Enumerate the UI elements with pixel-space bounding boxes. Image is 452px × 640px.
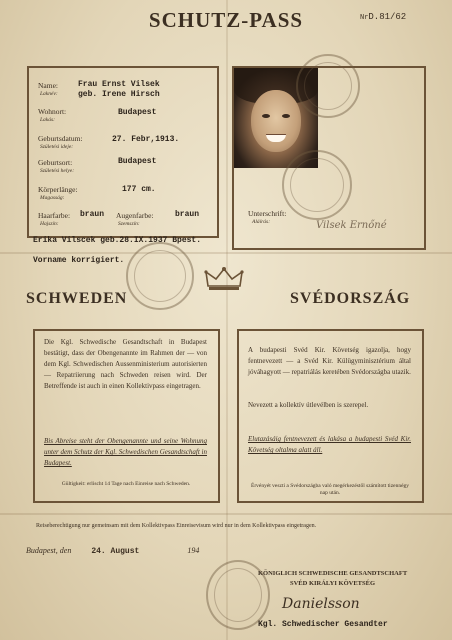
photo-eye [262,114,270,118]
haarfarbe-sublabel: Hajszín: [40,221,59,227]
geburtsdatum-sublabel: Születési ideje: [40,144,74,150]
unterschrift-sublabel: Aláírás: [252,219,271,225]
maiden-name-value: geb. Irene Hirsch [78,90,160,99]
geburtsort-sublabel: Születési helye: [40,168,75,174]
geburtsdatum-label: Geburtsdatum: [38,134,83,143]
embossed-seal [126,242,194,310]
name-label: Name: [38,81,58,90]
hungarian-validity-note: Érvényét veszti a Svédországba való megérkezéstől számított tizennégy nap után. [250,483,410,496]
minister-signature: Danielsson [282,596,360,612]
augenfarbe-value: braun [175,210,200,219]
document-title: SCHUTZ-PASS [148,8,304,32]
geburtsort-value: Budapest [118,157,157,166]
child-entry: Erika Vilscek geb.28.IX.1937 Bpest. [33,236,202,245]
german-paragraph-1: Die Kgl. Schwedische Gesandtschaft in Budapest bestätigt, dass der Obengenannte im Rahmen der — von dem Kgl. Schwedischen Aussenministerium autorisierten — Repatriierung nach Schweden reisen wird. Der Betreffende ist auch in einen Kollektivpass eingetragen. [44,338,207,390]
wohnort-label: Wohnort: [38,107,67,116]
photo-face [251,90,301,152]
haarfarbe-label: Haarfarbe: [38,211,71,220]
crown-icon [204,266,244,292]
wohnort-value: Budapest [118,108,157,117]
hungarian-paragraph-1: A budapesti Svéd Kir. Követség igazolja, hogy fentnevezett — a Svéd Kir. Külügyminisztérium által jóváhagyott — repatriálás keretében Svédországba utazik. [248,346,411,376]
hungarian-paragraph-2: Nevezett a kollektív útlevélben is szerepel. [248,401,369,409]
augenfarbe-sublabel: Szemszín: [118,221,140,227]
legation-name-german: KÖNIGLICH SCHWEDISCHE GESANDTSCHAFT [258,570,408,577]
augenfarbe-label: Augenfarbe: [116,211,154,220]
german-validity-note: Gültigkeit: erlischt 14 Tage nach Einreise nach Schweden. [61,481,191,487]
koerperlaenge-label: Körperlänge: [38,185,78,194]
first-name-corrected-note: Vorname korrigiert. [33,256,125,265]
sweden-heading-hungarian: SVÉDORSZÁG [290,290,411,307]
wohnort-sublabel: Lakás: [40,117,55,123]
name-sublabel: Laknév: [40,91,58,97]
legation-name-hungarian: SVÉD KIRÁLYI KÖVETSÉG [290,580,376,587]
travel-note: Reiseberechtigung nur gemeinsam mit dem Kollektivpass Einreisevisum wird nur in dem Kollektivpass eingetragen. [36,523,317,529]
koerperlaenge-value: 177 cm. [122,185,156,194]
german-paragraph-2: Bis Abreise steht der Obengenannte und seine Wohnung unter dem Schutz der Kgl. Schwedischen Gesandtschaft in Budapest. [44,437,207,467]
holder-signature: Vilsek Ernőné [316,220,387,231]
embossed-seal [296,54,360,118]
geburtsdatum-value: 27. Febr,1913. [112,135,180,144]
haarfarbe-value: braun [80,210,105,219]
photo-eye [282,114,290,118]
geburtsort-label: Geburtsort: [38,158,73,167]
fold-line [226,0,228,640]
unterschrift-label: Unterschrift: [248,209,287,218]
minister-title: Kgl. Schwedischer Gesandter [258,620,388,629]
sweden-heading-german: SCHWEDEN [26,290,128,307]
issue-place-date: Budapest, den 24. August 194 [26,546,200,556]
embossed-seal [282,150,352,220]
document-number: NrD.81/62 [360,12,407,22]
hungarian-paragraph-3: Elutazásáig fentnevezett és lakása a budapesti Svéd Kir. Követség oltalma alatt áll. [248,435,411,454]
name-value: Frau Ernst Vilsek [78,80,160,89]
koerperlaenge-sublabel: Magasság: [40,195,65,201]
